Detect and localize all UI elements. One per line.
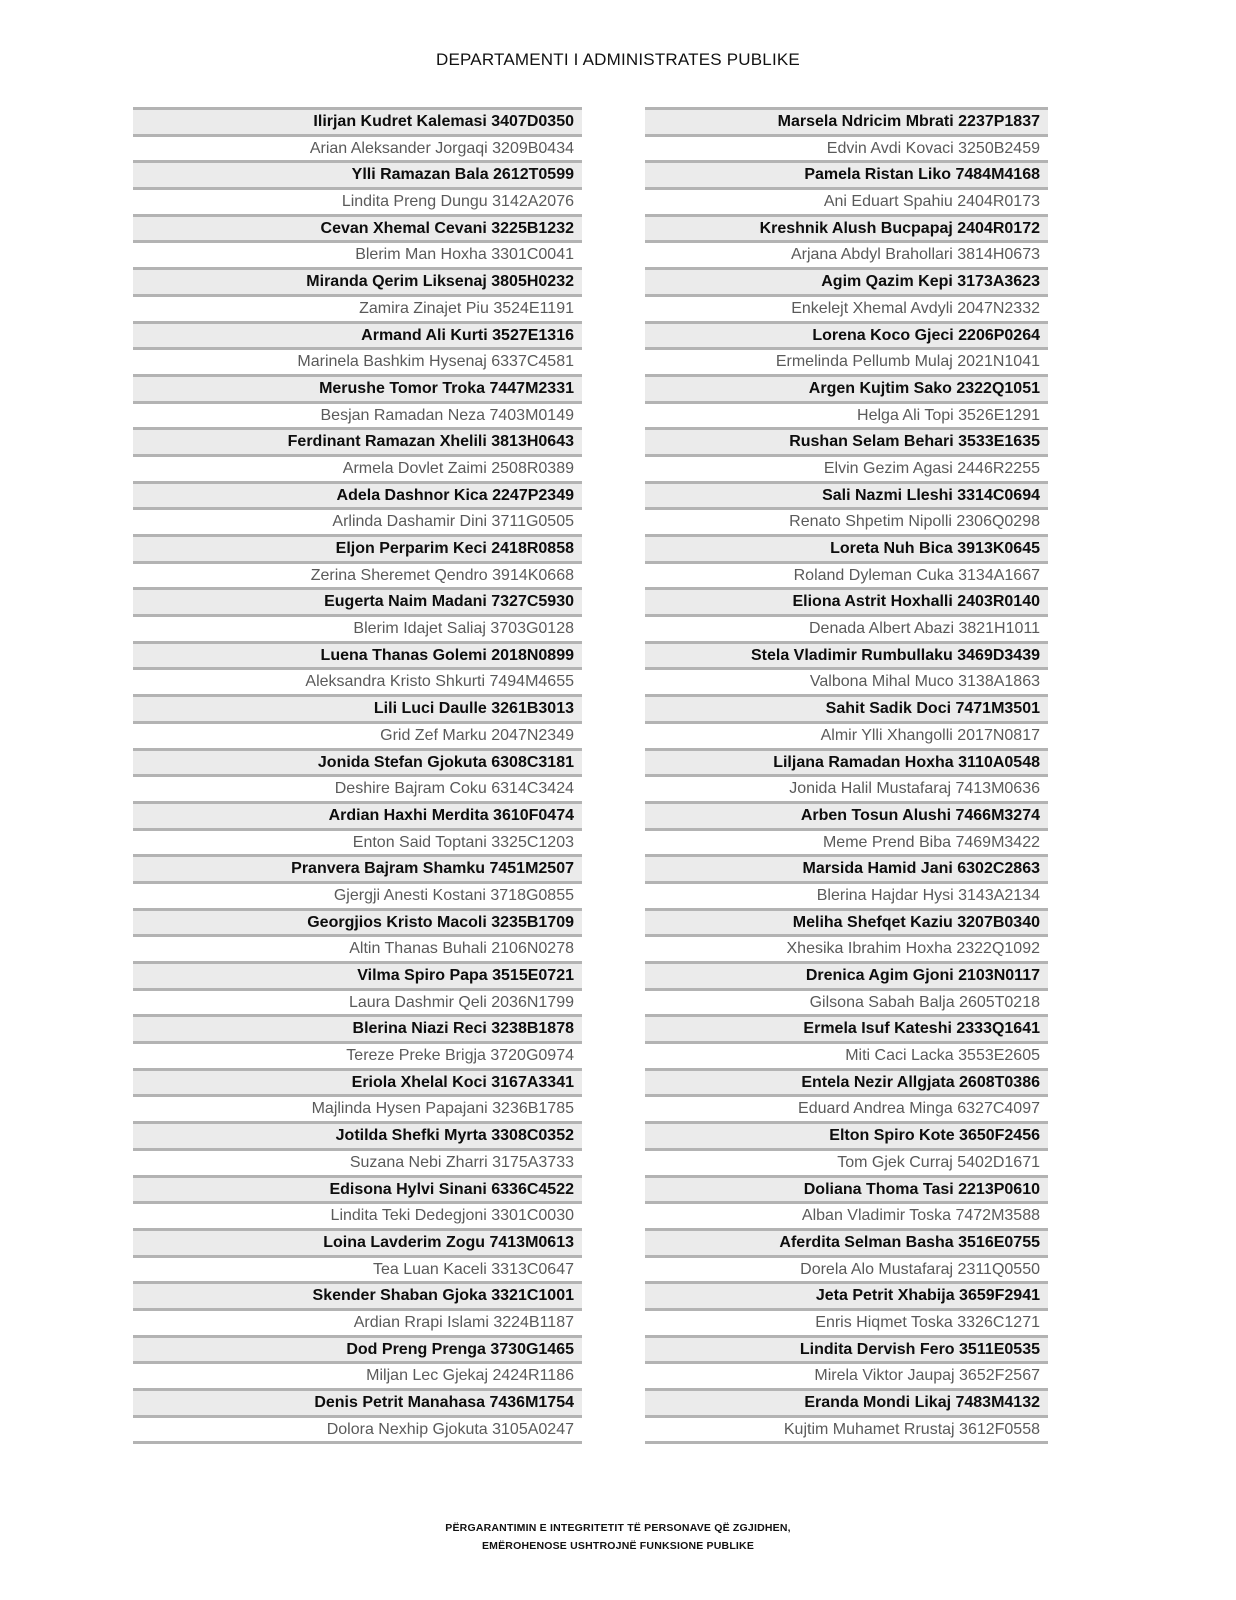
list-item: Ani Eduart Spahiu 2404R0173: [645, 187, 1048, 214]
list-item: Valbona Mihal Muco 3138A1863: [645, 667, 1048, 694]
list-item: Georgjios Kristo Macoli 3235B1709: [133, 908, 582, 935]
list-bottom-rule: [645, 1441, 1048, 1444]
list-item: Pamela Ristan Liko 7484M4168: [645, 160, 1048, 187]
list-item: Dod Preng Prenga 3730G1465: [133, 1335, 582, 1362]
list-item: Zerina Sheremet Qendro 3914K0668: [133, 561, 582, 588]
list-item: Laura Dashmir Qeli 2036N1799: [133, 988, 582, 1015]
list-item: Cevan Xhemal Cevani 3225B1232: [133, 214, 582, 241]
list-item: Roland Dyleman Cuka 3134A1667: [645, 561, 1048, 588]
list-item: Lorena Koco Gjeci 2206P0264: [645, 321, 1048, 348]
list-item: Drenica Agim Gjoni 2103N0117: [645, 961, 1048, 988]
list-item: Grid Zef Marku 2047N2349: [133, 721, 582, 748]
list-item: Majlinda Hysen Papajani 3236B1785: [133, 1094, 582, 1121]
list-item: Loreta Nuh Bica 3913K0645: [645, 534, 1048, 561]
list-item: Skender Shaban Gjoka 3321C1001: [133, 1281, 582, 1308]
list-item: Almir Ylli Xhangolli 2017N0817: [645, 721, 1048, 748]
list-item: Enris Hiqmet Toska 3326C1271: [645, 1308, 1048, 1335]
list-item: Jonida Halil Mustafaraj 7413M0636: [645, 774, 1048, 801]
list-item: Ferdinant Ramazan Xhelili 3813H0643: [133, 427, 582, 454]
list-item: Suzana Nebi Zharri 3175A3733: [133, 1148, 582, 1175]
list-item: Mirela Viktor Jaupaj 3652F2567: [645, 1361, 1048, 1388]
list-item: Eduard Andrea Minga 6327C4097: [645, 1094, 1048, 1121]
list-item: Eljon Perparim Keci 2418R0858: [133, 534, 582, 561]
footer-line-2: EMËROHENOSE USHTROJNË FUNKSIONE PUBLIKE: [481, 1540, 755, 1552]
list-item: Miranda Qerim Liksenaj 3805H0232: [133, 267, 582, 294]
list-item: Arlinda Dashamir Dini 3711G0505: [133, 507, 582, 534]
list-item: Blerina Niazi Reci 3238B1878: [133, 1014, 582, 1041]
list-item: Entela Nezir Allgjata 2608T0386: [645, 1068, 1048, 1095]
list-item: Lili Luci Daulle 3261B3013: [133, 694, 582, 721]
left-name-list: [133, 107, 582, 1444]
list-item: Gjergji Anesti Kostani 3718G0855: [133, 881, 582, 908]
list-item: Miti Caci Lacka 3553E2605: [645, 1041, 1048, 1068]
list-item: Helga Ali Topi 3526E1291: [645, 401, 1048, 428]
list-item: Liljana Ramadan Hoxha 3110A0548: [645, 748, 1048, 775]
list-item: Dorela Alo Mustafaraj 2311Q0550: [645, 1255, 1048, 1282]
list-item: Argen Kujtim Sako 2322Q1051: [645, 374, 1048, 401]
list-item: Tom Gjek Curraj 5402D1671: [645, 1148, 1048, 1175]
list-item: Adela Dashnor Kica 2247P2349: [133, 481, 582, 508]
page-title: DEPARTAMENTI I ADMINISTRATES PUBLIKE: [436, 50, 800, 69]
list-item: Arian Aleksander Jorgaqi 3209B0434: [133, 134, 582, 161]
list-item: Doliana Thoma Tasi 2213P0610: [645, 1175, 1048, 1202]
list-item: Stela Vladimir Rumbullaku 3469D3439: [645, 641, 1048, 668]
list-item: Meme Prend Biba 7469M3422: [645, 828, 1048, 855]
list-item: Denis Petrit Manahasa 7436M1754: [133, 1388, 582, 1415]
list-item: Xhesika Ibrahim Hoxha 2322Q1092: [645, 934, 1048, 961]
list-item: Eranda Mondi Likaj 7483M4132: [645, 1388, 1048, 1415]
list-item: Agim Qazim Kepi 3173A3623: [645, 267, 1048, 294]
list-item: Tereze Preke Brigja 3720G0974: [133, 1041, 582, 1068]
list-item: Pranvera Bajram Shamku 7451M2507: [133, 854, 582, 881]
footer-line-1: PËRGARANTIMIN E INTEGRITETIT TË PERSONAVE QË ZGJIDHEN,: [445, 1522, 791, 1534]
list-bottom-rule: [133, 1441, 582, 1444]
list-item: Marsela Ndricim Mbrati 2237P1837: [645, 107, 1048, 134]
list-item: Denada Albert Abazi 3821H1011: [645, 614, 1048, 641]
list-item: Blerim Idajet Saliaj 3703G0128: [133, 614, 582, 641]
list-item: Lindita Dervish Fero 3511E0535: [645, 1335, 1048, 1362]
right-name-list: [645, 107, 1048, 1444]
list-item: Elton Spiro Kote 3650F2456: [645, 1121, 1048, 1148]
list-item: Loina Lavderim Zogu 7413M0613: [133, 1228, 582, 1255]
list-item: Gilsona Sabah Balja 2605T0218: [645, 988, 1048, 1015]
list-item: Arjana Abdyl Brahollari 3814H0673: [645, 240, 1048, 267]
list-item: Altin Thanas Buhali 2106N0278: [133, 934, 582, 961]
list-item: Enton Said Toptani 3325C1203: [133, 828, 582, 855]
list-item: Alban Vladimir Toska 7472M3588: [645, 1201, 1048, 1228]
list-item: Kreshnik Alush Bucpapaj 2404R0172: [645, 214, 1048, 241]
list-item: Arben Tosun Alushi 7466M3274: [645, 801, 1048, 828]
list-item: Marsida Hamid Jani 6302C2863: [645, 854, 1048, 881]
list-item: Eliona Astrit Hoxhalli 2403R0140: [645, 587, 1048, 614]
list-item: Marinela Bashkim Hysenaj 6337C4581: [133, 347, 582, 374]
list-item: Besjan Ramadan Neza 7403M0149: [133, 401, 582, 428]
list-item: Enkelejt Xhemal Avdyli 2047N2332: [645, 294, 1048, 321]
list-item: Aleksandra Kristo Shkurti 7494M4655: [133, 667, 582, 694]
list-item: Edvin Avdi Kovaci 3250B2459: [645, 134, 1048, 161]
list-item: Ardian Haxhi Merdita 3610F0474: [133, 801, 582, 828]
list-item: Meliha Shefqet Kaziu 3207B0340: [645, 908, 1048, 935]
list-item: Rushan Selam Behari 3533E1635: [645, 427, 1048, 454]
list-item: Luena Thanas Golemi 2018N0899: [133, 641, 582, 668]
list-item: Jeta Petrit Xhabija 3659F2941: [645, 1281, 1048, 1308]
list-item: Eugerta Naim Madani 7327C5930: [133, 587, 582, 614]
list-item: Renato Shpetim Nipolli 2306Q0298: [645, 507, 1048, 534]
list-item: Sahit Sadik Doci 7471M3501: [645, 694, 1048, 721]
list-item: Miljan Lec Gjekaj 2424R1186: [133, 1361, 582, 1388]
list-item: Dolora Nexhip Gjokuta 3105A0247: [133, 1415, 582, 1442]
list-item: Jonida Stefan Gjokuta 6308C3181: [133, 748, 582, 775]
list-item: Jotilda Shefki Myrta 3308C0352: [133, 1121, 582, 1148]
list-item: Deshire Bajram Coku 6314C3424: [133, 774, 582, 801]
list-item: Kujtim Muhamet Rrustaj 3612F0558: [645, 1415, 1048, 1442]
list-item: Sali Nazmi Lleshi 3314C0694: [645, 481, 1048, 508]
list-item: Ermela Isuf Kateshi 2333Q1641: [645, 1014, 1048, 1041]
footer: [0, 1519, 1236, 1555]
list-item: Aferdita Selman Basha 3516E0755: [645, 1228, 1048, 1255]
list-item: Edisona Hylvi Sinani 6336C4522: [133, 1175, 582, 1202]
list-item: Lindita Teki Dedegjoni 3301C0030: [133, 1201, 582, 1228]
list-item: Tea Luan Kaceli 3313C0647: [133, 1255, 582, 1282]
list-item: Armela Dovlet Zaimi 2508R0389: [133, 454, 582, 481]
list-item: Elvin Gezim Agasi 2446R2255: [645, 454, 1048, 481]
list-item: Eriola Xhelal Koci 3167A3341: [133, 1068, 582, 1095]
list-item: Lindita Preng Dungu 3142A2076: [133, 187, 582, 214]
list-item: Blerim Man Hoxha 3301C0041: [133, 240, 582, 267]
list-item: Ardian Rrapi Islami 3224B1187: [133, 1308, 582, 1335]
list-item: Ilirjan Kudret Kalemasi 3407D0350: [133, 107, 582, 134]
list-item: Ermelinda Pellumb Mulaj 2021N1041: [645, 347, 1048, 374]
list-item: Zamira Zinajet Piu 3524E1191: [133, 294, 582, 321]
list-item: Merushe Tomor Troka 7447M2331: [133, 374, 582, 401]
list-item: Ylli Ramazan Bala 2612T0599: [133, 160, 582, 187]
list-item: Blerina Hajdar Hysi 3143A2134: [645, 881, 1048, 908]
list-item: Armand Ali Kurti 3527E1316: [133, 321, 582, 348]
list-item: Vilma Spiro Papa 3515E0721: [133, 961, 582, 988]
